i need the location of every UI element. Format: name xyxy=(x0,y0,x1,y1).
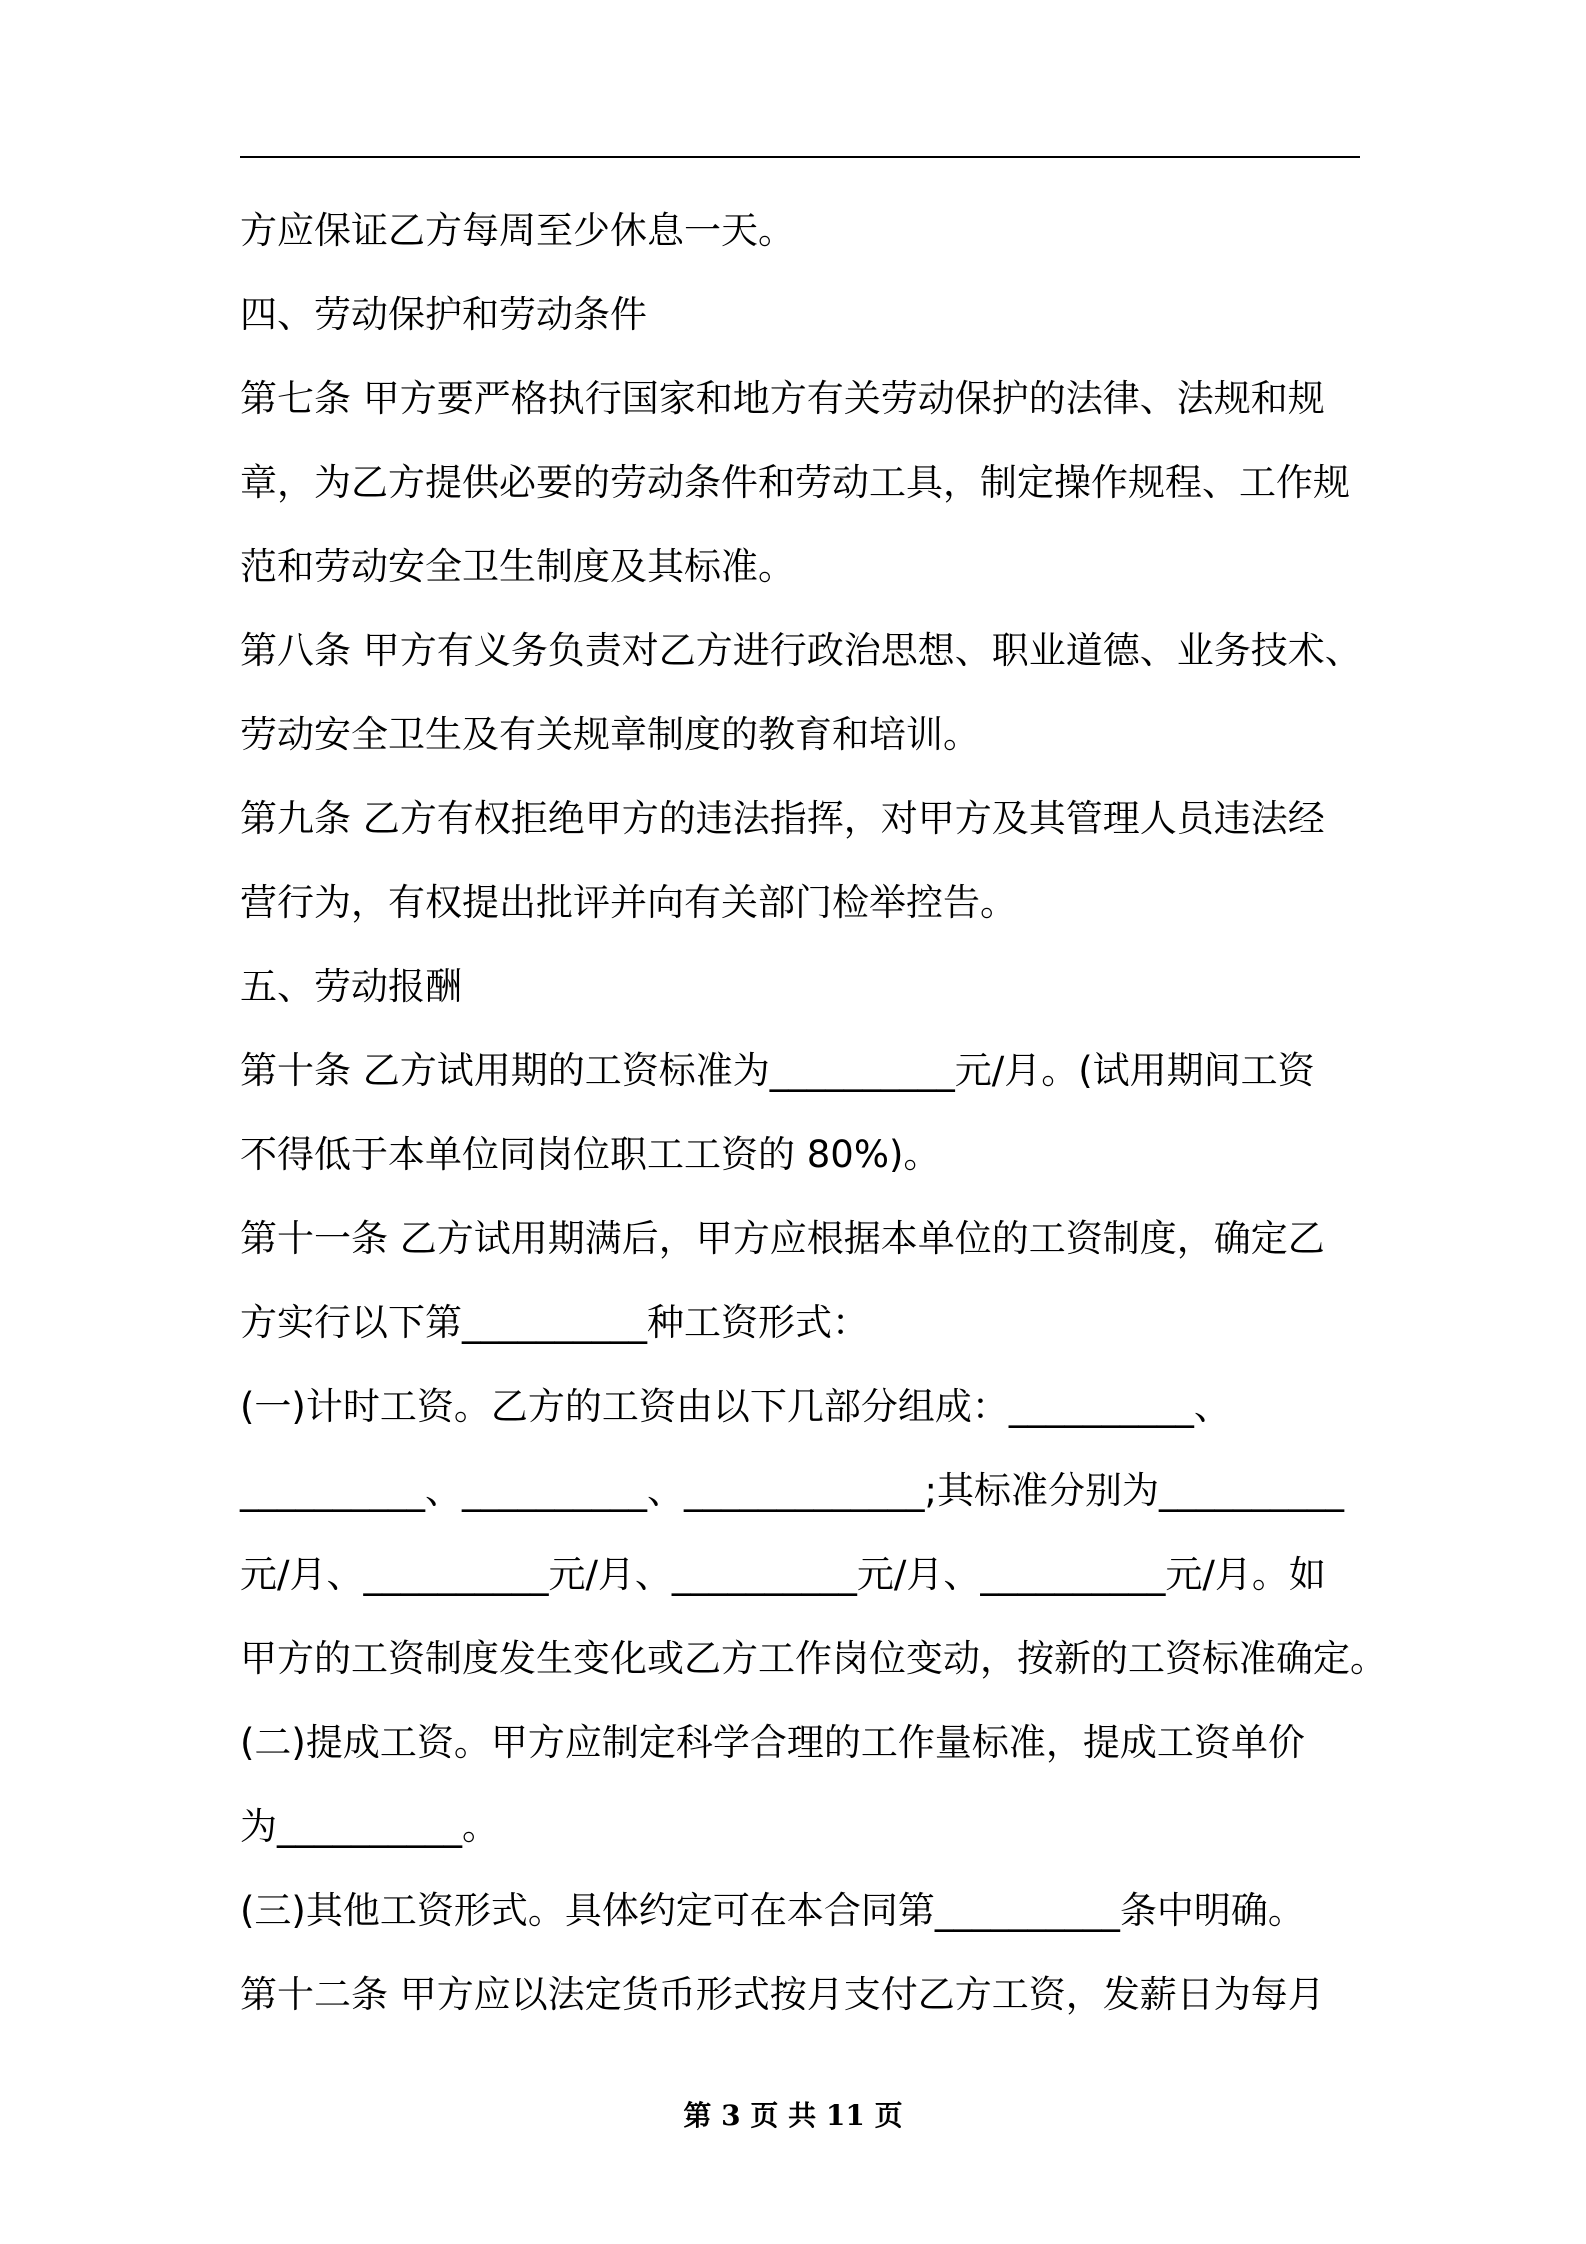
text-line: __________、__________、_____________;其标准分别为__________ xyxy=(240,1469,1344,1512)
text-line: 第十条 乙方试用期的工资标准为__________元/月。(试用期间工资 xyxy=(240,1049,1315,1092)
text-line: 范和劳动安全卫生制度及其标准。 xyxy=(240,545,795,588)
text-line: 方应保证乙方每周至少休息一天。 xyxy=(240,209,795,252)
text-line: 章，为乙方提供必要的劳动条件和劳动工具，制定操作规程、工作规 xyxy=(240,461,1350,504)
text-line: 元/月、__________元/月、__________元/月、__________元/月。如 xyxy=(240,1553,1326,1596)
text-line: 不得低于本单位同岗位职工工资的 80%)。 xyxy=(240,1133,941,1176)
text-line: 劳动安全卫生及有关规章制度的教育和培训。 xyxy=(240,713,980,756)
section-heading: 五、劳动报酬 xyxy=(240,965,462,1008)
text-line: 第七条 甲方要严格执行国家和地方有关劳动保护的法律、法规和规 xyxy=(240,377,1325,420)
section-heading: 四、劳动保护和劳动条件 xyxy=(240,293,647,336)
page-number-footer: 第 3 页 共 11 页 xyxy=(683,2099,903,2132)
text-line: 为__________。 xyxy=(240,1805,499,1848)
text-line: (三)其他工资形式。具体约定可在本合同第__________条中明确。 xyxy=(240,1889,1305,1932)
header-rule xyxy=(240,156,1360,158)
text-line: 第十二条 甲方应以法定货币形式按月支付乙方工资，发薪日为每月 xyxy=(240,1973,1325,2016)
text-line: (一)计时工资。乙方的工资由以下几部分组成：__________、 xyxy=(240,1385,1231,1428)
text-line: 第九条 乙方有权拒绝甲方的违法指挥，对甲方及其管理人员违法经 xyxy=(240,797,1325,840)
text-line: 第八条 甲方有义务负责对乙方进行政治思想、职业道德、业务技术、 xyxy=(240,629,1362,672)
text-line: 营行为，有权提出批评并向有关部门检举控告。 xyxy=(240,881,1017,924)
text-line: (二)提成工资。甲方应制定科学合理的工作量标准，提成工资单价 xyxy=(240,1721,1305,1764)
text-line: 甲方的工资制度发生变化或乙方工作岗位变动，按新的工资标准确定。 xyxy=(240,1637,1387,1680)
text-line: 第十一条 乙方试用期满后，甲方应根据本单位的工资制度，确定乙 xyxy=(240,1217,1325,1260)
text-line: 方实行以下第__________种工资形式： xyxy=(240,1301,869,1344)
